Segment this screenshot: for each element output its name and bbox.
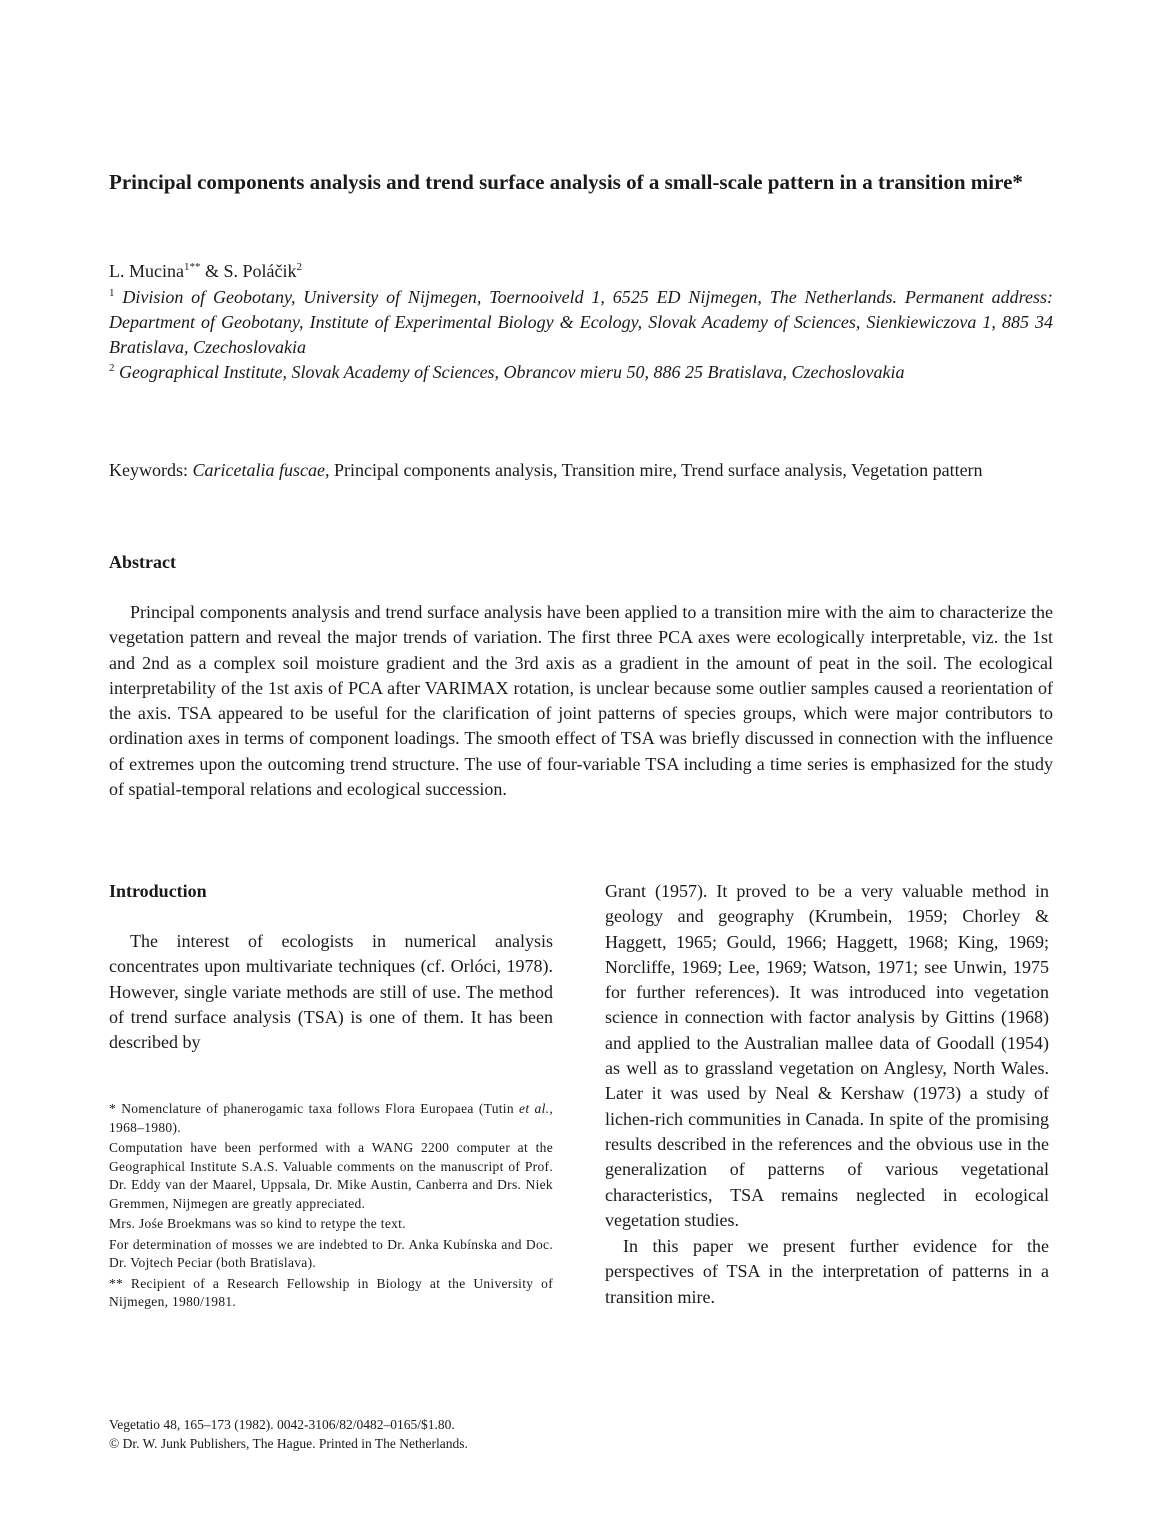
keywords-italic-term: Caricetalia fuscae, — [192, 460, 330, 480]
footnote-fellowship: ** Recipient of a Research Fellowship in Biology at the University of Nijmegen, 1980/1981. — [109, 1275, 553, 1309]
introduction-left-column: The interest of ecologists in numerical analysis concentrates upon multivariate techniques (cf. Orlóci, 1978). However, single variate methods are still of use. The method of trend surface analysis (TSA) is one of them. It has been described by — [109, 931, 553, 1053]
footnotes — [109, 1100, 553, 1314]
introduction-right-column — [605, 879, 1049, 1310]
author-2-name: S. Poláčik — [223, 261, 297, 281]
affiliation-1-text: Division of Geobotany, University of Nijmegen, Toernooiveld 1, 6525 ED Nijmegen, The Netherlands. Permanent address: Department of Geobotany, Institute of Experimental Biology & Ecology, Slovak Academy of Sciences, Sienkiewiczova 1, 885 34 Bratislava, Czechoslovakia — [109, 287, 1053, 357]
footnote-nomenclature — [109, 1100, 553, 1137]
abstract-heading: Abstract — [109, 552, 176, 572]
author-joiner: & — [200, 261, 224, 281]
introduction-heading: Introduction — [109, 881, 207, 901]
author-1-mark: 1** — [183, 261, 201, 273]
journal-citation — [109, 1415, 609, 1453]
abstract-text: Principal components analysis and trend surface analysis have been applied to a transition mire with the aim to characterize the vegetation pattern and reveal the major trends of variation. The first three PCA axes were ecologically interpretable, viz. the 1st and 2nd as a complex soil moisture gradient and the 3rd axis as a gradient in the amount of peat in the soil. The ecological interpretability of the 1st axis of PCA after VARIMAX rotation, is unclear because some outlier samples caused a reorientation of the axis. TSA appeared to be useful for the clarification of joint patterns of species groups, which were major contributors to ordination axes in terms of component loadings. The smooth effect of TSA was briefly discussed in connection with the influence of extremes upon the outcoming trend structure. The use of four-variable TSA including a time series is emphasized for the study of spatial-temporal relations and ecological succession. — [109, 602, 1053, 800]
affiliation-2 — [109, 356, 1053, 385]
footnote-et-al: et al. — [519, 1101, 550, 1116]
footnote-nomenclature-years: , 1968–1980). — [109, 1101, 553, 1135]
footnote-computation: Computation have been performed with a WANG 2200 computer at the Geographical Institute S.A.S. Valuable comments on the manuscript of Prof. Dr. Eddy van der Maarel, Uppsala, Dr. Mike Austin, Canberra and Drs. Niek Gremmen, Nijmegen are greatly appreciated. — [109, 1140, 553, 1211]
affiliation-2-text: Geographical Institute, Slovak Academy of Sciences, Obrancov mieru 50, 886 25 Bratislava, Czechoslovakia — [119, 362, 905, 382]
citation-line-2: © Dr. W. Junk Publishers, The Hague. Printed in The Netherlands. — [109, 1436, 468, 1451]
author-line — [109, 255, 302, 283]
author-2-mark: 2 — [296, 261, 303, 273]
introduction-paragraph-2: In this paper we present further evidence for the perspectives of TSA in the interpretation of patterns in a transition mire. — [605, 1236, 1049, 1307]
affiliation-1-number: 1 — [109, 287, 115, 299]
footnote-nomenclature-text: * Nomenclature of phanerogamic taxa follows Flora Europaea (Tutin — [109, 1101, 520, 1116]
citation-line-1: Vegetatio 48, 165–173 (1982). 0042-3106/82/0482–0165/$1.80. — [109, 1417, 455, 1432]
affiliation-2-number: 2 — [109, 362, 115, 374]
author-1-name: L. Mucina — [109, 261, 184, 281]
introduction-paragraph-1: Grant (1957). It proved to be a very valuable method in geology and geography (Krumbein, 1959; Chorley & Haggett, 1965; Gould, 1966; Haggett, 1968; King, 1969; Norcliffe, 1969; Lee, 1969; Watson, 1971; see Unwin, 1975 for further references). It was introduced into vegetation science in connection with factor analysis by Gittins (1968) and applied to the Australian mallee data of Goodall (1954) as well as to grassland vegetation on Anglesy, North Wales. Later it was used by Neal & Kershaw (1973) a study of lichen-rich communities in Canada. In spite of the promising results described in the references and the obvious use in the generalization of patterns of various vegetational characteristics, TSA remains neglected in ecological vegetation studies. — [605, 881, 1049, 1230]
keywords-label: Keywords: — [109, 460, 193, 480]
keywords — [109, 458, 1053, 483]
keywords-list: Principal components analysis, Transition mire, Trend surface analysis, Vegetation pattern — [329, 460, 983, 480]
affiliation-1 — [109, 281, 1053, 360]
footnote-retype: Mrs. Jośe Broekmans was so kind to retype the text. — [109, 1216, 406, 1231]
paper-title: Principal components analysis and trend surface analysis of a small-scale pattern in a transition mire* — [109, 170, 1023, 194]
footnote-mosses: For determination of mosses we are indebted to Dr. Anka Kubínska and Doc. Dr. Vojtech Peciar (both Bratislava). — [109, 1236, 553, 1270]
